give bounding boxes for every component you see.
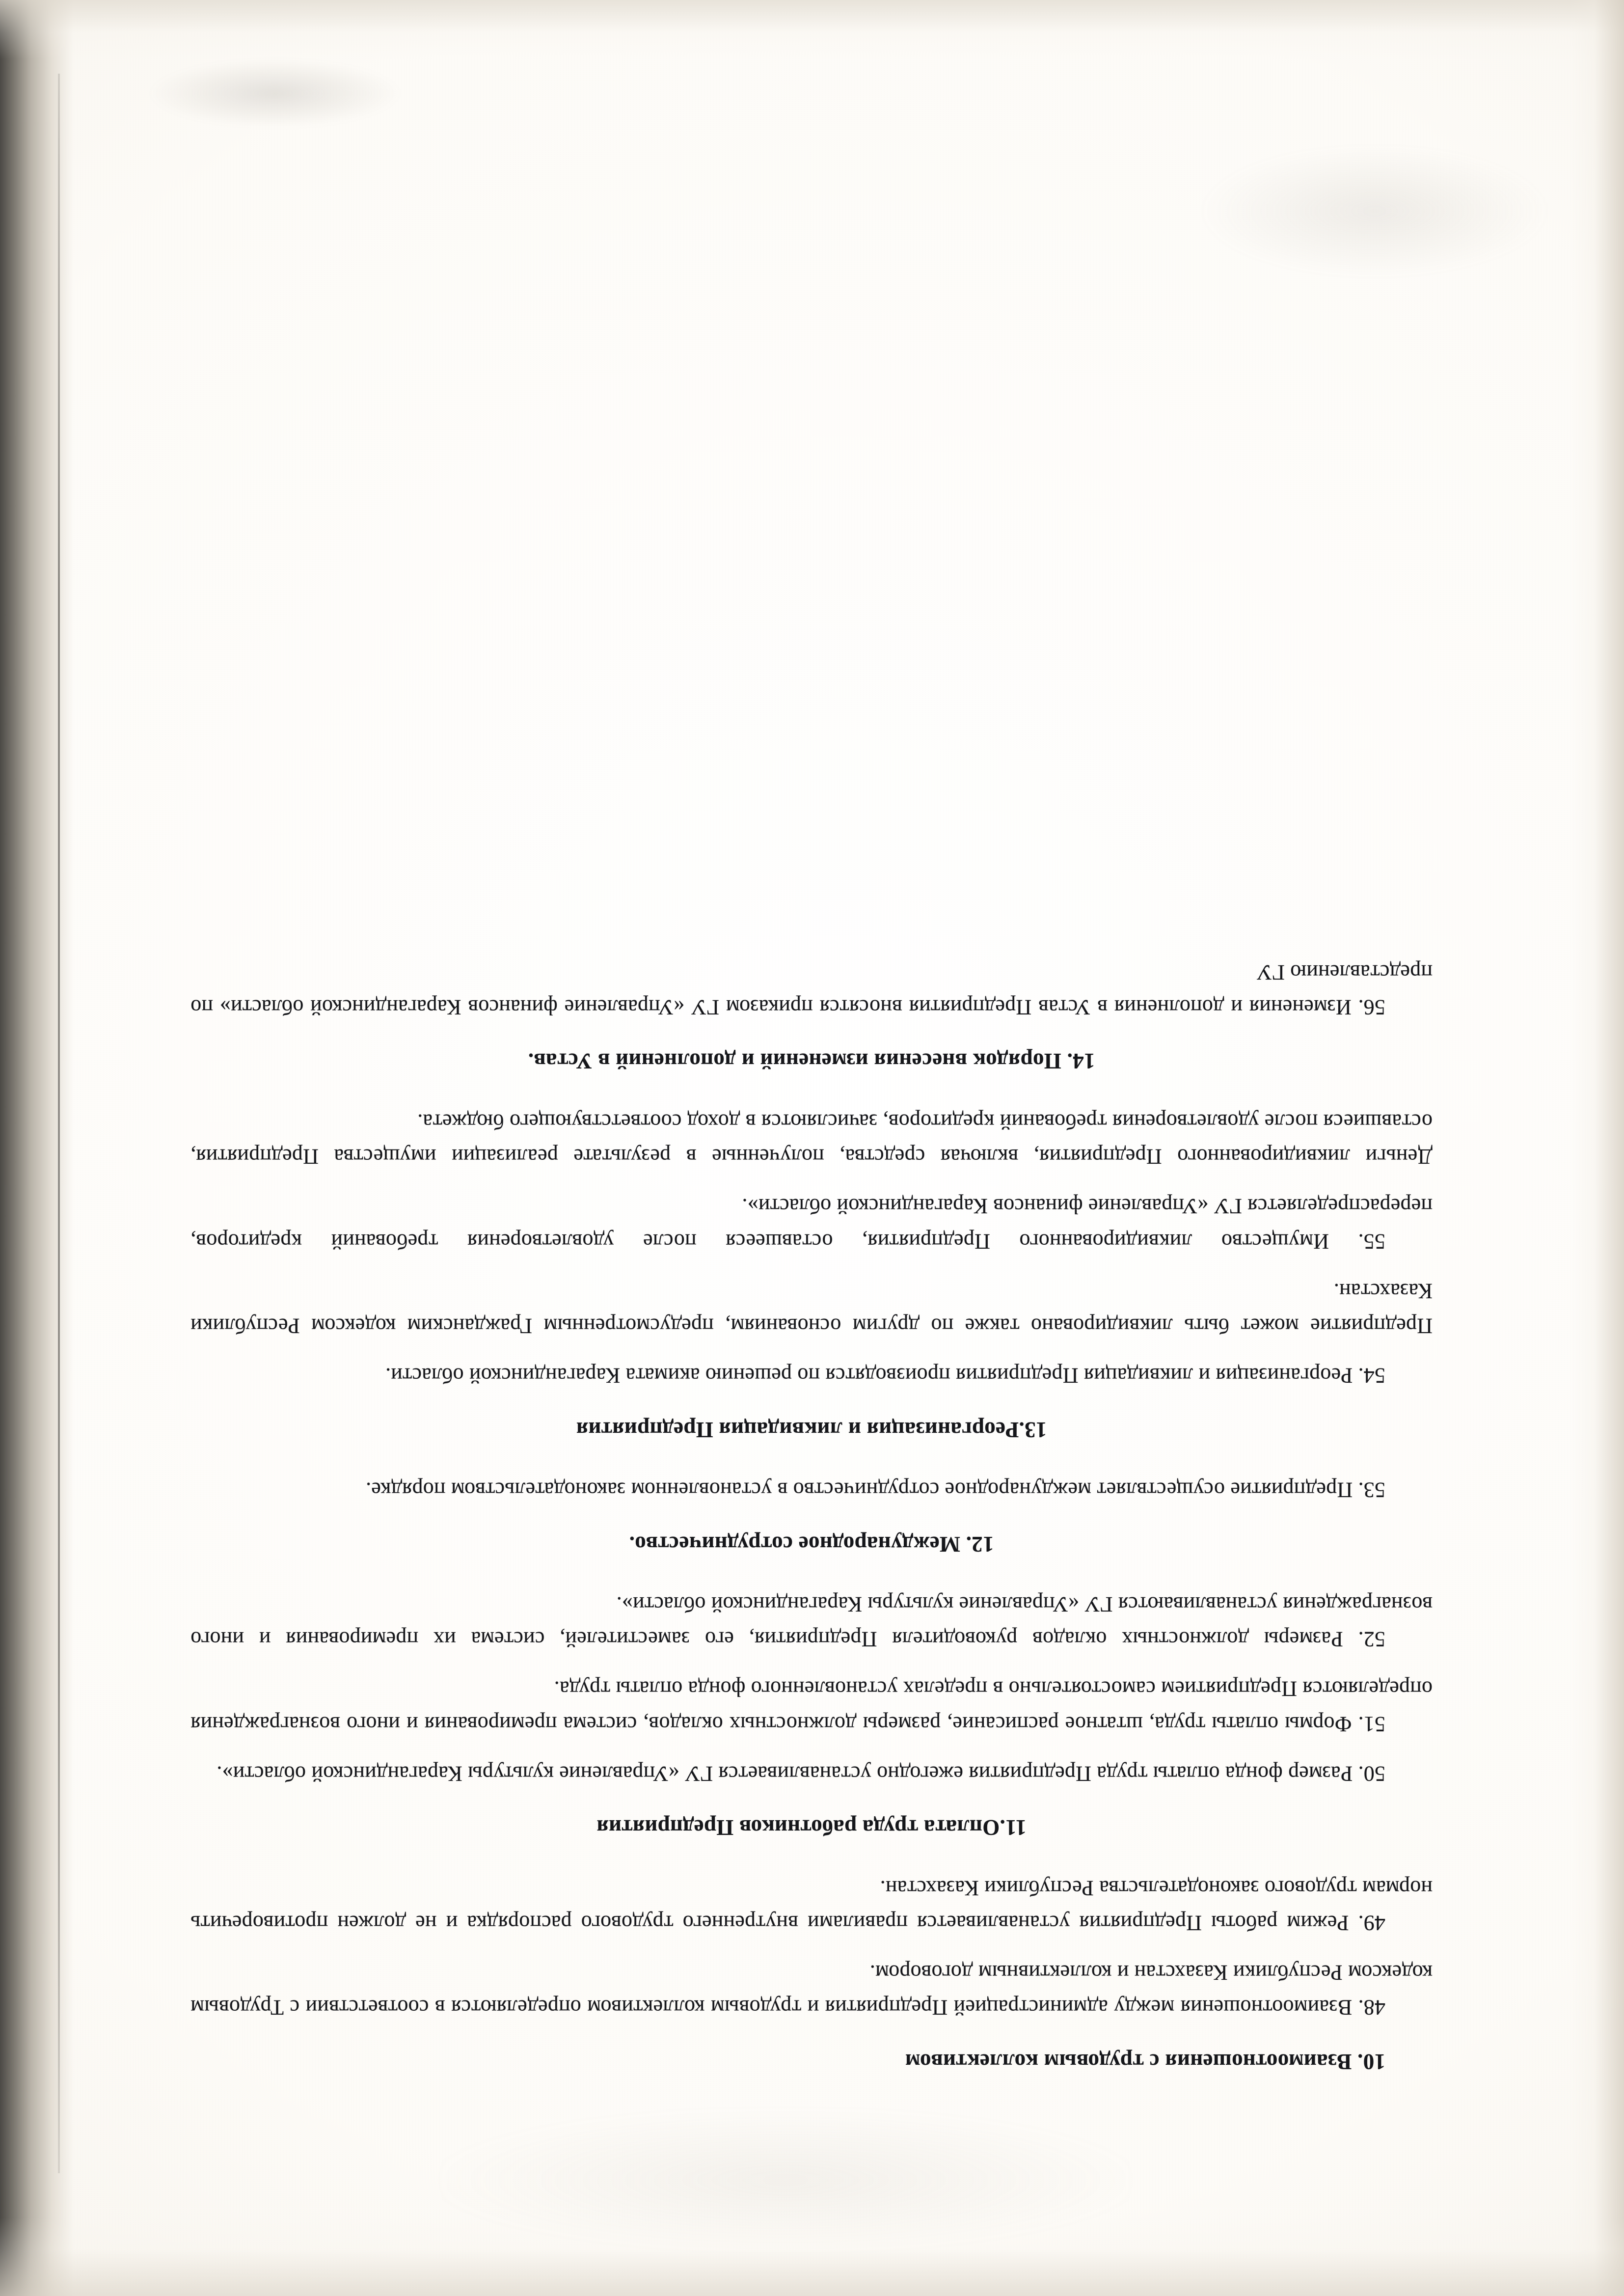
- clause-55: 55. Имущество ликвидированного Предприятия, оставшееся после удовлетворения требований кредиторов, перераспределяется ГУ «Управление финансов Карагандинской области».: [190, 1194, 1433, 1254]
- scan-binding-line: [58, 74, 60, 2173]
- clause-48: 48. Взаимоотношения между администрацией Предприятия и трудовым коллективом определяются в соответствии с Трудовым кодексом Республики Казахстан и коллективным договором.: [190, 1961, 1433, 2020]
- section-heading-12: 12. Международное сотрудничество.: [629, 1531, 994, 1557]
- section-heading-13: 13.Реорганизация и ликвидация Предприятия: [576, 1417, 1047, 1442]
- clause-53: 53. Предприятие осуществляет международное сотрудничество в установленном законодательством порядке.: [365, 1478, 1385, 1503]
- clause-55-continuation: Деньги ликвидированного Предприятия, включая средства, полученные в результате реализации имущества Предприятия, оставшиеся после удовлетворения требований кредиторов, зачисляются в доход соответствующего бюджета.: [190, 1109, 1433, 1169]
- section-heading-14: 14. Порядок внесения изменений и дополнений в Устав.: [528, 1049, 1095, 1074]
- scan-bottom-edge-shadow: [0, 2217, 1624, 2296]
- clause-50: 50. Размер фонда оплаты труда Предприятия ежегодно устанавливается ГУ «Управление культуры Карагандинской области».: [217, 1761, 1385, 1786]
- scan-right-edge-shadow: [1570, 0, 1624, 2296]
- clause-54: 54. Реорганизация и ликвидация Предприятия производятся по решению акимата Карагандинской области.: [385, 1364, 1385, 1388]
- clause-56: 56. Изменения и дополнения в Устав Предприятия вносятся приказом ГУ «Управление финансов Карагандинской области» по представлению ГУ: [190, 960, 1433, 1019]
- clause-52: 52. Размеры должностных окладов руководителя Предприятия, его заместителей, система их премирования и иного вознаграждения устанавливаются ГУ «Управление культуры Карагандинской области».: [190, 1592, 1433, 1652]
- clause-51: 51. Формы оплаты труда, штатное расписание, размеры должностных окладов, система премирования и иного вознаграждения определяются Предприятием самостоятельно в пределах установленного фонда оплаты труда.: [190, 1677, 1433, 1736]
- scan-left-edge-shadow: [0, 0, 74, 2296]
- section-heading-10: 10. Взаимоотношения с трудовым коллективом: [905, 2050, 1385, 2074]
- clause-54-continuation: Предприятие может быть ликвидировано также по другим основаниям, предусмотренным Гражданским кодексом Республики Казахстан.: [190, 1279, 1433, 1339]
- document-text-column: [190, 940, 1433, 2105]
- section-heading-11: 11.Оплата труда работников Предприятия: [596, 1815, 1027, 1840]
- clause-49: 49. Режим работы Предприятия устанавливается правилами внутреннего трудового распорядка и не должен противоречить нормам трудового законодательства Республики Казахстан.: [190, 1876, 1433, 1935]
- scan-top-edge-shadow: [0, 0, 1624, 59]
